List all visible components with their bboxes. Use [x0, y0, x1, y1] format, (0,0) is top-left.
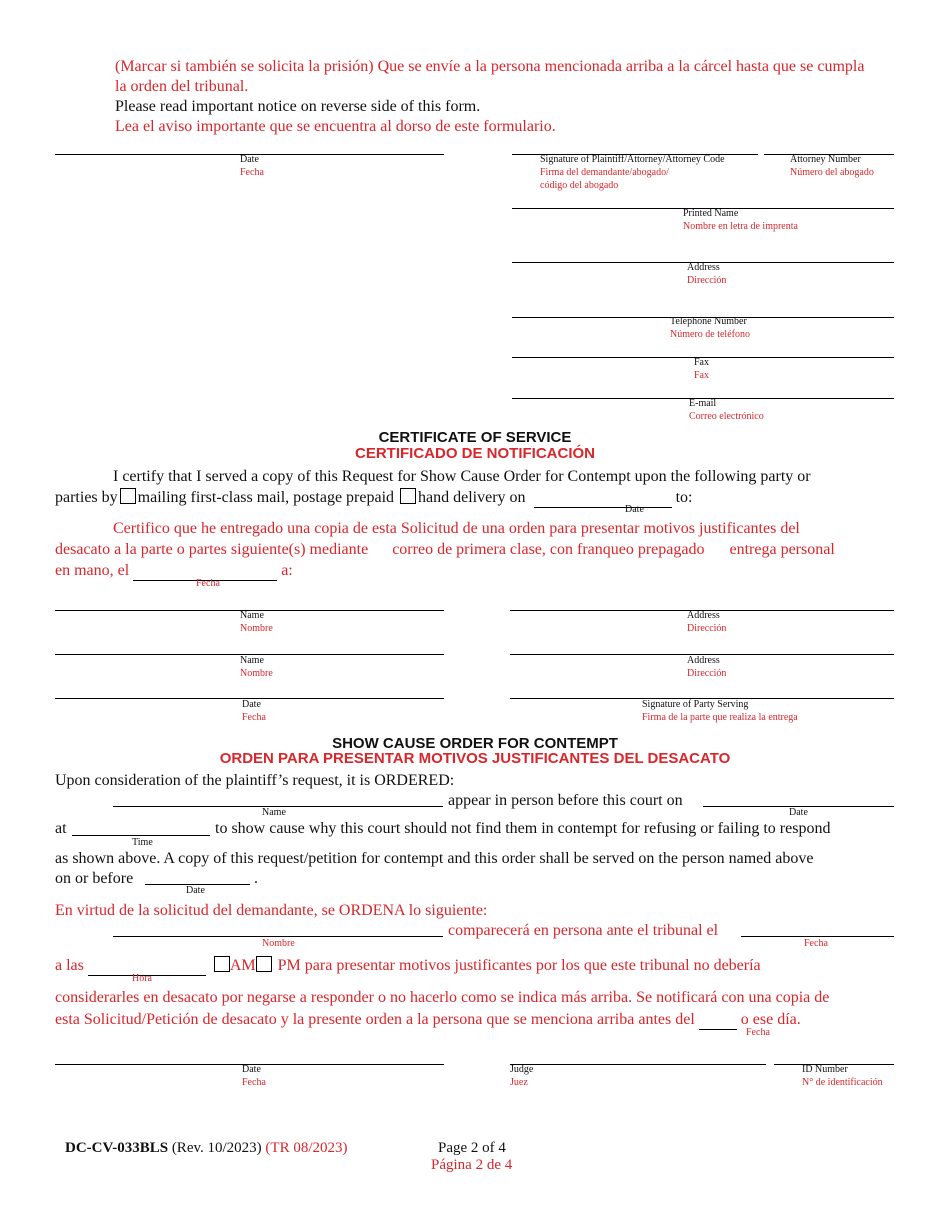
on-or-before-text: on or before	[55, 870, 134, 887]
pm-label: PM	[277, 957, 301, 974]
certificate-title: CERTIFICATE OF SERVICE	[378, 429, 572, 446]
certificate-es-hand: entrega personal	[729, 541, 835, 558]
service-sign-date-label: Date	[242, 699, 261, 710]
certificate-title-es: CERTIFICADO DE NOTIFICACIÓN	[355, 445, 595, 462]
am-label: AM	[229, 957, 256, 974]
form-revision: (Rev. 10/2023)	[171, 1140, 262, 1156]
order-intro-es: En virtud de la solicitud del demandante, se ORDENA lo siguiente:	[55, 902, 488, 919]
party-address-label-2: Address	[687, 655, 720, 666]
party-name-label-1: Name	[240, 610, 264, 621]
appear-text: appear in person before this court on	[448, 792, 683, 809]
id-number-label: ID Number	[802, 1064, 848, 1075]
order-date-label: Date	[789, 807, 808, 818]
page-number: Page 2 of 4	[438, 1140, 506, 1156]
address-label-es: Dirección	[687, 275, 727, 286]
certificate-es-mail: correo de primera clase, con franqueo prepagado	[392, 541, 705, 558]
address-label: Address	[687, 262, 720, 273]
order-time-label-es: Hora	[132, 973, 152, 984]
form-code: DC-CV-033BLS	[65, 1140, 169, 1156]
date-label: Date	[240, 154, 259, 165]
email-label-es: Correo electrónico	[689, 411, 764, 422]
prison-text-es-1: (Marcar si también se solicita la prisión) Que se envíe a la persona mencionada arriba a la cárcel hasta que se cumpla	[115, 58, 865, 75]
parties-by-text: parties by	[55, 489, 118, 506]
judge-label-es: Juez	[510, 1077, 528, 1088]
service-sign-date-label-es: Fecha	[242, 712, 266, 723]
notify-text-es-end: o ese día.	[740, 1011, 801, 1028]
printed-name-label-es: Nombre en letra de imprenta	[683, 221, 798, 232]
to-text: to:	[675, 489, 693, 506]
order-date-label-es: Fecha	[804, 938, 828, 949]
signature-label-es-2: código del abogado	[540, 180, 619, 191]
judge-date-label: Date	[242, 1064, 261, 1075]
notify-date-line-es[interactable]	[699, 1013, 737, 1030]
service-date-line[interactable]	[534, 491, 672, 508]
order-time-line-es-row	[55, 956, 761, 976]
mail-option-label: mailing first-class mail, postage prepaid	[137, 489, 395, 506]
fax-label-es: Fax	[694, 370, 709, 381]
signature-label-es-1: Firma del demandante/abogado/	[540, 167, 669, 178]
at-text: at	[55, 820, 67, 837]
judge-signature-line[interactable]	[510, 1064, 766, 1065]
appear-text-es: comparecerá en persona ante el tribunal el	[448, 922, 719, 939]
certificate-es-line-1: Certifico que he entregado una copia de esta Solicitud de una orden para presentar motivos justificantes del	[113, 520, 800, 537]
period-text: .	[254, 870, 258, 887]
order-intro: Upon consideration of the plaintiff’s request, it is ORDERED:	[55, 772, 455, 789]
form-footer	[65, 1139, 348, 1157]
certificate-es-line-3	[55, 561, 293, 581]
hand-delivery-checkbox[interactable]	[400, 488, 416, 504]
notice-en: Please read important notice on reverse side of this form.	[115, 98, 481, 115]
order-time-line[interactable]	[72, 835, 210, 836]
signature-label: Signature of Plaintiff/Attorney/Attorney Code	[540, 154, 725, 165]
order-date-line-es[interactable]	[741, 936, 894, 937]
order-title-es: ORDEN PARA PRESENTAR MOTIVOS JUSTIFICANTES DEL DESACATO	[219, 750, 731, 767]
show-cause-text: to show cause why this court should not find them in contempt for refusing or failing to respond	[215, 820, 831, 837]
certificate-es-line-2	[55, 540, 835, 560]
date-label-es: Fecha	[240, 167, 264, 178]
justify-text-es: para presentar motivos justificantes por los que este tribunal no debería	[304, 957, 761, 974]
party-serving-signature-label-es: Firma de la parte que realiza la entrega	[642, 712, 798, 723]
certificate-es-en-mano: en mano, el	[55, 562, 130, 579]
party-address-label-1: Address	[687, 610, 720, 621]
party-name-label-es-1: Nombre	[240, 623, 273, 634]
notify-fecha-label: Fecha	[746, 1027, 770, 1038]
consider-text-es: considerarles en desacato por negarse a responder o no hacerlo como se indica más arriba. Se notificará con una copia de	[55, 989, 830, 1006]
order-title: SHOW CAUSE ORDER FOR CONTEMPT	[332, 735, 618, 752]
certificate-es-a: a:	[281, 562, 293, 579]
notify-text-es: esta Solicitud/Petición de desacato y la presente orden a la persona que se menciona arriba antes del	[55, 1011, 695, 1028]
hand-delivery-label: hand delivery on	[418, 489, 526, 506]
page-number-es: Página 2 de 4	[431, 1157, 513, 1173]
order-time-label: Time	[132, 837, 153, 848]
order-name-label: Name	[262, 807, 286, 818]
certificate-line-2	[55, 488, 692, 508]
notice-es: Lea el aviso importante que se encuentra al dorso de este formulario.	[115, 118, 556, 135]
pm-checkbox[interactable]	[256, 956, 272, 972]
certificate-line-1: I certify that I served a copy of this Request for Show Cause Order for Contempt upon the following party or	[113, 468, 811, 485]
form-translation-revision: (TR 08/2023)	[265, 1140, 348, 1156]
printed-name-label: Printed Name	[683, 208, 739, 219]
id-number-label-es: N° de identificación	[802, 1077, 883, 1088]
judge-label: Judge	[510, 1064, 534, 1075]
telephone-label-es: Número de teléfono	[670, 329, 750, 340]
party-address-label-es-1: Dirección	[687, 623, 727, 634]
as-shown-text: as shown above. A copy of this request/petition for contempt and this order shall be served on the person named above	[55, 850, 814, 867]
party-name-label-es-2: Nombre	[240, 668, 273, 679]
fax-label: Fax	[694, 357, 709, 368]
telephone-label: Telephone Number	[670, 316, 747, 327]
notify-row-es	[55, 1010, 801, 1030]
attorney-number-label: Attorney Number	[790, 154, 861, 165]
service-date-label: Date	[625, 504, 644, 515]
service-fecha-label: Fecha	[196, 578, 220, 589]
a-las-text: a las	[55, 957, 84, 974]
am-checkbox[interactable]	[214, 956, 230, 972]
served-by-date-label: Date	[186, 885, 205, 896]
order-name-label-es: Nombre	[262, 938, 295, 949]
order-name-line-es[interactable]	[113, 936, 443, 937]
certificate-es-parties: desacato a la parte o partes siguiente(s) mediante	[55, 541, 369, 558]
party-name-label-2: Name	[240, 655, 264, 666]
judge-date-label-es: Fecha	[242, 1077, 266, 1088]
mail-checkbox[interactable]	[120, 488, 136, 504]
party-serving-signature-label: Signature of Party Serving	[642, 699, 749, 710]
attorney-number-label-es: Número del abogado	[790, 167, 874, 178]
party-address-label-es-2: Dirección	[687, 668, 727, 679]
prison-text-es-2: la orden del tribunal.	[115, 78, 249, 95]
email-label: E-mail	[689, 398, 717, 409]
